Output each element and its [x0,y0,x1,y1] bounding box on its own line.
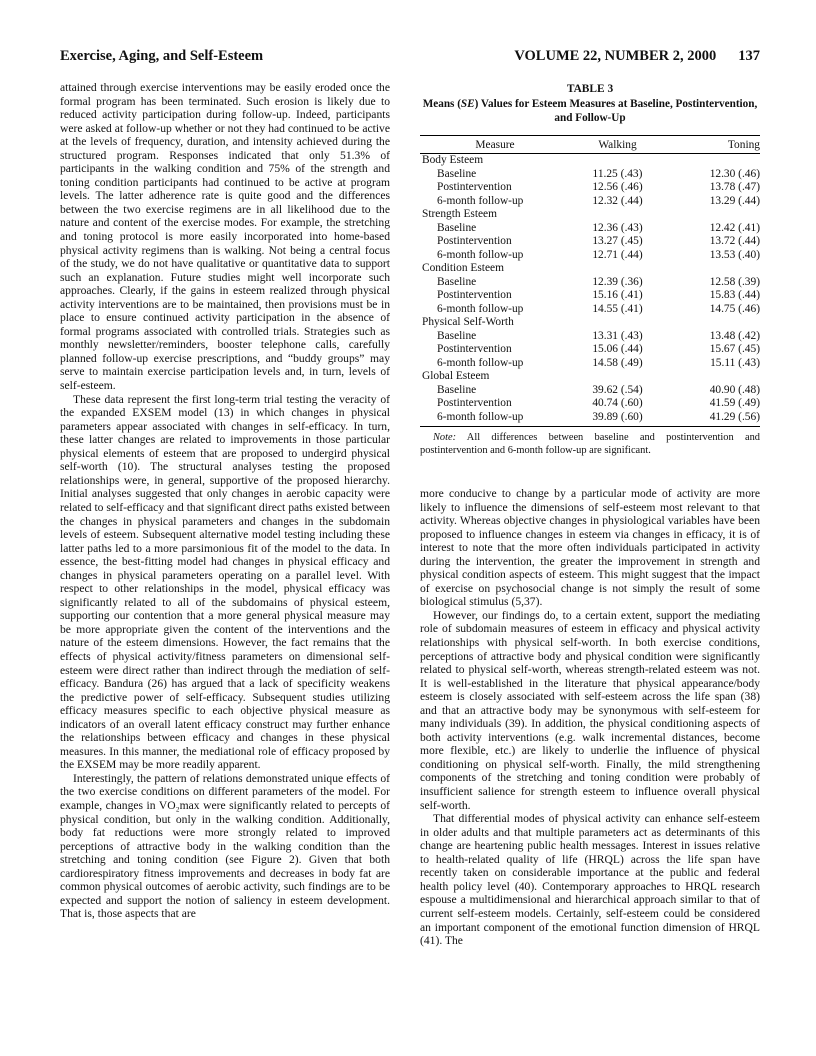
paragraph: attained through exercise interventions may be easily eroded once the formal program has been terminated. Such erosion is likely due to reduced activity participation during follow-up. Indeed, participants were asked at follow-up whether or not they had continued to be active at the levels of frequency, duration, and intensity achieved during the structured program. Responses indicated that only 51.3% of participants in the walking condition and 75% of the strength and toning condition participants had continued to be active at program levels. The latter adherence rate is quite good and the differences between the two exercise regimens are in all likelihood due to the nature and content of the exercise modes. For example, the stretching and toning protocol is more easily incorporated into home-based physical activity regimens than is walking. Not being a central focus of the study, we do not have qualitative or quantitative data to support such an explanation. Future studies might well incorporate such approaches. Clearly, if the gains in esteem realized through physical activity interventions are to be maintained, then provisions must be in place to ensure continued activity participation in the absence of formal programs associated with controlled trials. Strategies such as monthly newsletter/reminders, booster telephone calls, carefully planned follow-up exercise prescriptions, and “buddy groups” may serve to maintain exercise participation levels and, in turn, levels of self-esteem. [60,81,390,393]
table-row [420,195,760,209]
toning-value: 12.58 (.39) [709,275,760,288]
walking-value: 12.36 (.43) [592,221,643,234]
running-title: Exercise, Aging, and Self-Esteem [60,48,264,64]
row-label: Postintervention [437,235,512,247]
walking-value: 15.16 (.41) [592,289,643,301]
paragraph: more conducive to change by a particular mode of activity are more likely to influence the dimensions of self-esteem most relevant to that activity. Whereas objective changes in physiological variables have been proposed to influence changes in esteem via changes in efficacy, it is of interest to note that the more often individuals participated in activity during the intervention, the greater the improvement in strength and physical condition aspects of esteem. This might suggest that the impact of exercise on psychosocial change is not simply the result of some biological stimulus (5,37). [420,487,760,609]
toning-value: 15.11 (.43) [710,356,760,369]
toning-value: 13.53 (.40) [709,248,760,261]
table-row [420,276,760,290]
row-label: Postintervention [437,343,512,355]
table-3 [420,82,760,457]
group-label: Condition Esteem [422,262,504,274]
walking-value: 39.62 (.54) [592,383,643,396]
toning-value: 13.78 (.47) [709,181,760,193]
table-row [420,330,760,344]
paragraph: However, our findings do, to a certain extent, support the mediating role of subdomain measures of esteem in efficacy and physical activity relationships with physical self-worth. In both exercise conditions, perceptions of attractive body and physical condition were significantly related to physical self-worth, whereas strength-related esteem was not. It is well-established in the literature that physical appearance/body esteem is closely associated with self-esteem across the life span (38) and that an attractive body may be synonymous with self-esteem for many individuals (39). In addition, the physical conditioning aspects of both activity interventions (e.g. walk incremental distances, become more flexible, etc.) are likely to underlie the influence of physical conditioning on physical self-worth. Finally, the mild strengthening components of the stretching and toning condition were probably of insufficient salience for strength esteem to influence overall physical self-worth. [420,608,760,812]
table-row [420,289,760,303]
walking-value: 40.74 (.60) [592,397,643,409]
row-label: 6-month follow-up [420,411,570,427]
esteem-table [420,135,760,427]
caption-part: Means ( [422,98,461,110]
walking-value: 11.25 (.43) [592,167,643,180]
walking-value: 12.56 (.46) [592,181,643,193]
table-row [420,303,760,317]
row-label: Baseline [437,167,477,180]
walking-value: 39.89 (.60) [570,411,665,427]
table-row [420,343,760,357]
row-label: 6-month follow-up [437,248,524,261]
caption-se: SE [460,98,475,110]
row-label: Baseline [437,383,477,396]
toning-value: 12.30 (.46) [709,167,760,180]
row-label: Baseline [437,275,477,288]
table-group-row [420,370,760,384]
row-label: Postintervention [437,397,512,409]
row-label: Baseline [437,329,477,342]
paragraph: That differential modes of physical activity can enhance self-esteem in older adults and that multiple parameters act as determinants of this change are heartening public health messages. Interest in issues relative to health-related quality of life (HRQL) across the life span have recently taken on considerable importance at the public and federal health policy level (40). Contemporary approaches to HRQL research espouse a multidimensional and hierarchical approach similar to that of current self-esteem models. Certainly, self-esteem could be considered an important component of the emotional function dimension of HRQL (41). The [420,812,760,948]
table-row [420,249,760,263]
volume-info: VOLUME 22, NUMBER 2, 2000 [514,48,717,64]
toning-value: 15.83 (.44) [709,289,760,301]
toning-value: 13.48 (.42) [709,329,760,342]
table-caption [420,98,760,125]
col-header-measure: Measure [420,136,570,154]
toning-value: 13.72 (.44) [709,235,760,247]
group-label: Physical Self-Worth [422,316,514,328]
group-label: Strength Esteem [422,208,497,220]
note-text: All differences between baseline and postintervention and postintervention and 6-month follow-up are significant. [420,432,760,456]
toning-value: 41.59 (.49) [709,397,760,409]
table-label: TABLE 3 [566,83,614,95]
table-row [420,411,760,427]
walking-value: 13.27 (.45) [592,235,643,247]
toning-value: 41.29 (.56) [665,411,760,427]
walking-value: 13.31 (.43) [592,329,643,342]
paragraph: Interestingly, the pattern of relations demonstrated unique effects of the two exercise conditions on different parameters of the model. For example, changes in VO₂max were significantly related to percepts of physical condition, but only in the walking condition. Additionally, body fat reductions were more strongly related to improved perceptions of attractive body in the walking condition than the stretching and toning condition (see Figure 2). Given that both cardiorespiratory fitness improvements and decreases in body fat are common physical outcomes of aerobic activity, such findings are to be expected and support the notion of saliency in esteem development. That is, those aspects that are [60,771,390,921]
paragraph: These data represent the first long-term trial testing the veracity of the expanded EXSEM model (13) in which changes in physical parameters appear associated with changes in self-efficacy. In turn, these latter changes are related to improvements in those particular physical elements of esteem that are proposed to undergird physical self-worth (10). The structural analyses testing the proposed relationships were, in general, supportive of the proposed hierarchy. Initial analyses suggested that only changes in aerobic capacity were related to self-efficacy and that significant direct paths existed between the changes in physical parameters and changes in the subdomain levels of esteem. Subsequent alternative model testing including these latter paths led to a more parsimonious fit of the model to the data. In essence, the best-fitting model had changes in physical efficacy and changes in physical parameters operating on a parallel level. With respect to other relationships in the model, physical efficacy was significantly related to all of the subdomains of physical esteem, supporting our contention that a more general physical measure may be more appropriate given the content of the interventions and the nature of the esteem dimensions. However, the fact remains that the effects of physical activity/fitness parameters on dimensional self-esteem were direct rather than indirect through the mediation of self-efficacy. Bandura (26) has argued that a lack of specificity weakens the predictive power of self-efficacy. Subsequent studies utilizing efficacy measures specific to each objective physical measure as indicators of an overall latent efficacy construct may further enhance the relationships between efficacy and changes in these physical measures. In this manner, the mediational role of efficacy proposed by the EXSEM may be more readily apparent. [60,392,390,772]
toning-value: 15.67 (.45) [709,343,760,355]
left-text-column [60,81,390,921]
walking-value: 14.58 (.49) [592,356,643,369]
group-label: Global Esteem [422,370,490,382]
row-label: Baseline [437,221,477,234]
table-group-row [420,154,760,168]
header-right [514,48,760,65]
table-row [420,384,760,398]
col-header-walking: Walking [570,136,665,154]
table-row [420,235,760,249]
note-label: Note: [433,432,457,443]
table-group-row [420,208,760,222]
group-label: Body Esteem [422,154,484,166]
table-row [420,181,760,195]
page-number: 137 [738,48,760,64]
row-label: Postintervention [437,181,512,193]
table-row [420,397,760,411]
table-group-row [420,262,760,276]
toning-value: 40.90 (.48) [709,383,760,396]
toning-value: 12.42 (.41) [709,221,760,234]
row-label: Postintervention [437,289,512,301]
row-label: 6-month follow-up [437,194,524,207]
col-header-toning: Toning [665,136,760,154]
table-row [420,357,760,371]
walking-value: 15.06 (.44) [592,343,643,355]
row-label: 6-month follow-up [437,302,524,315]
walking-value: 12.71 (.44) [592,248,643,261]
toning-value: 13.29 (.44) [709,194,760,207]
table-row [420,168,760,182]
walking-value: 14.55 (.41) [592,302,643,315]
caption-part: ) Values for Esteem Measures at Baseline, Postintervention, and Follow-Up [474,98,758,124]
table-note [420,432,760,457]
walking-value: 12.32 (.44) [592,194,643,207]
table-group-row [420,316,760,330]
walking-value: 12.39 (.36) [592,275,643,288]
row-label: 6-month follow-up [437,356,524,369]
right-text-column [420,487,760,948]
toning-value: 14.75 (.46) [709,302,760,315]
table-row [420,222,760,236]
running-header [60,48,760,68]
